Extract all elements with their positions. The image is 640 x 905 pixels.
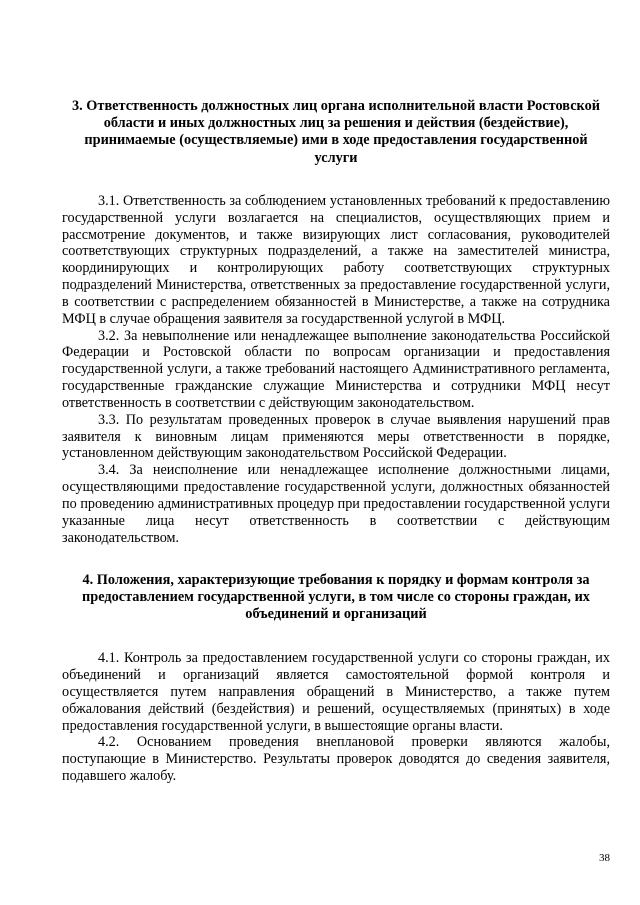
page-number: 38 [599,852,610,864]
section-3-body [62,193,610,547]
paragraph-4-1: 4.1. Контроль за предоставлением государственной услуги со стороны граждан, их объединений и организаций является самостоятельной формой контроля и осуществляется путем направления обращений в Министерство, а также путем обжалования действий (бездействия) и решений, осуществляемых (принятых) в ходе предоставления государственной услуги, в вышестоящие органы власти. [62,650,610,734]
paragraph-3-2: 3.2. За невыполнение или ненадлежащее выполнение законодательства Российской Федерации и Ростовской области по вопросам организации и предоставления государственной услуги, а также требований настоящего Административного регламента, государственные гражданские служащие Министерства и сотрудники МФЦ несут ответственность в соответствии с действующим законодательством. [62,327,610,411]
section-4-heading: 4. Положения, характеризующие требования к порядку и формам контроля за предоставлением государственной услуги, в том числе со стороны граждан, их объединений и организаций [82,571,590,622]
paragraph-3-3: 3.3. По результатам проведенных проверок в случае выявления нарушений прав заявителя к виновным лицам применяются меры ответственности в порядке, установленном действующим законодательством Российской Федерации. [62,411,610,462]
paragraph-3-1: 3.1. Ответственность за соблюдением установленных требований к предоставлению государственной услуги возлагается на специалистов, осуществляющих прием и рассмотрение документов, и также визирующих лист согласования, руководителей соответствующих структурных подразделений, а также на заместителей министра, координирующих и контролирующих работу соответствующих структурных подразделений Министерства, ответственных за предоставление государственной услуги, в соответствии с распределением обязанностей в Министерстве, а также на сотрудника МФЦ в случае обращения заявителя за государственной услугой в МФЦ. [62,192,610,327]
paragraph-3-4: 3.4. За неисполнение или ненадлежащее исполнение должностными лицами, осуществляющими предоставление государственной услуги, должностных обязанностей по проведению административных процедур при предоставлении государственной услуги указанные лица несут ответственность в соответствии с действующим законодательством. [62,462,610,546]
page-content [62,98,610,785]
section-4-body [62,650,610,785]
section-3-heading: 3. Ответственность должностных лиц органа исполнительной власти Ростовской области и иных должностных лиц за решения и действия (бездействие), принимаемые (осуществляемые) ими в ходе предоставления государственной услуги [72,98,600,166]
paragraph-4-2: 4.2. Основанием проведения внеплановой проверки являются жалобы, поступающие в Министерство. Результаты проверок доводятся до сведения заявителя, подавшего жалобу. [62,734,610,785]
